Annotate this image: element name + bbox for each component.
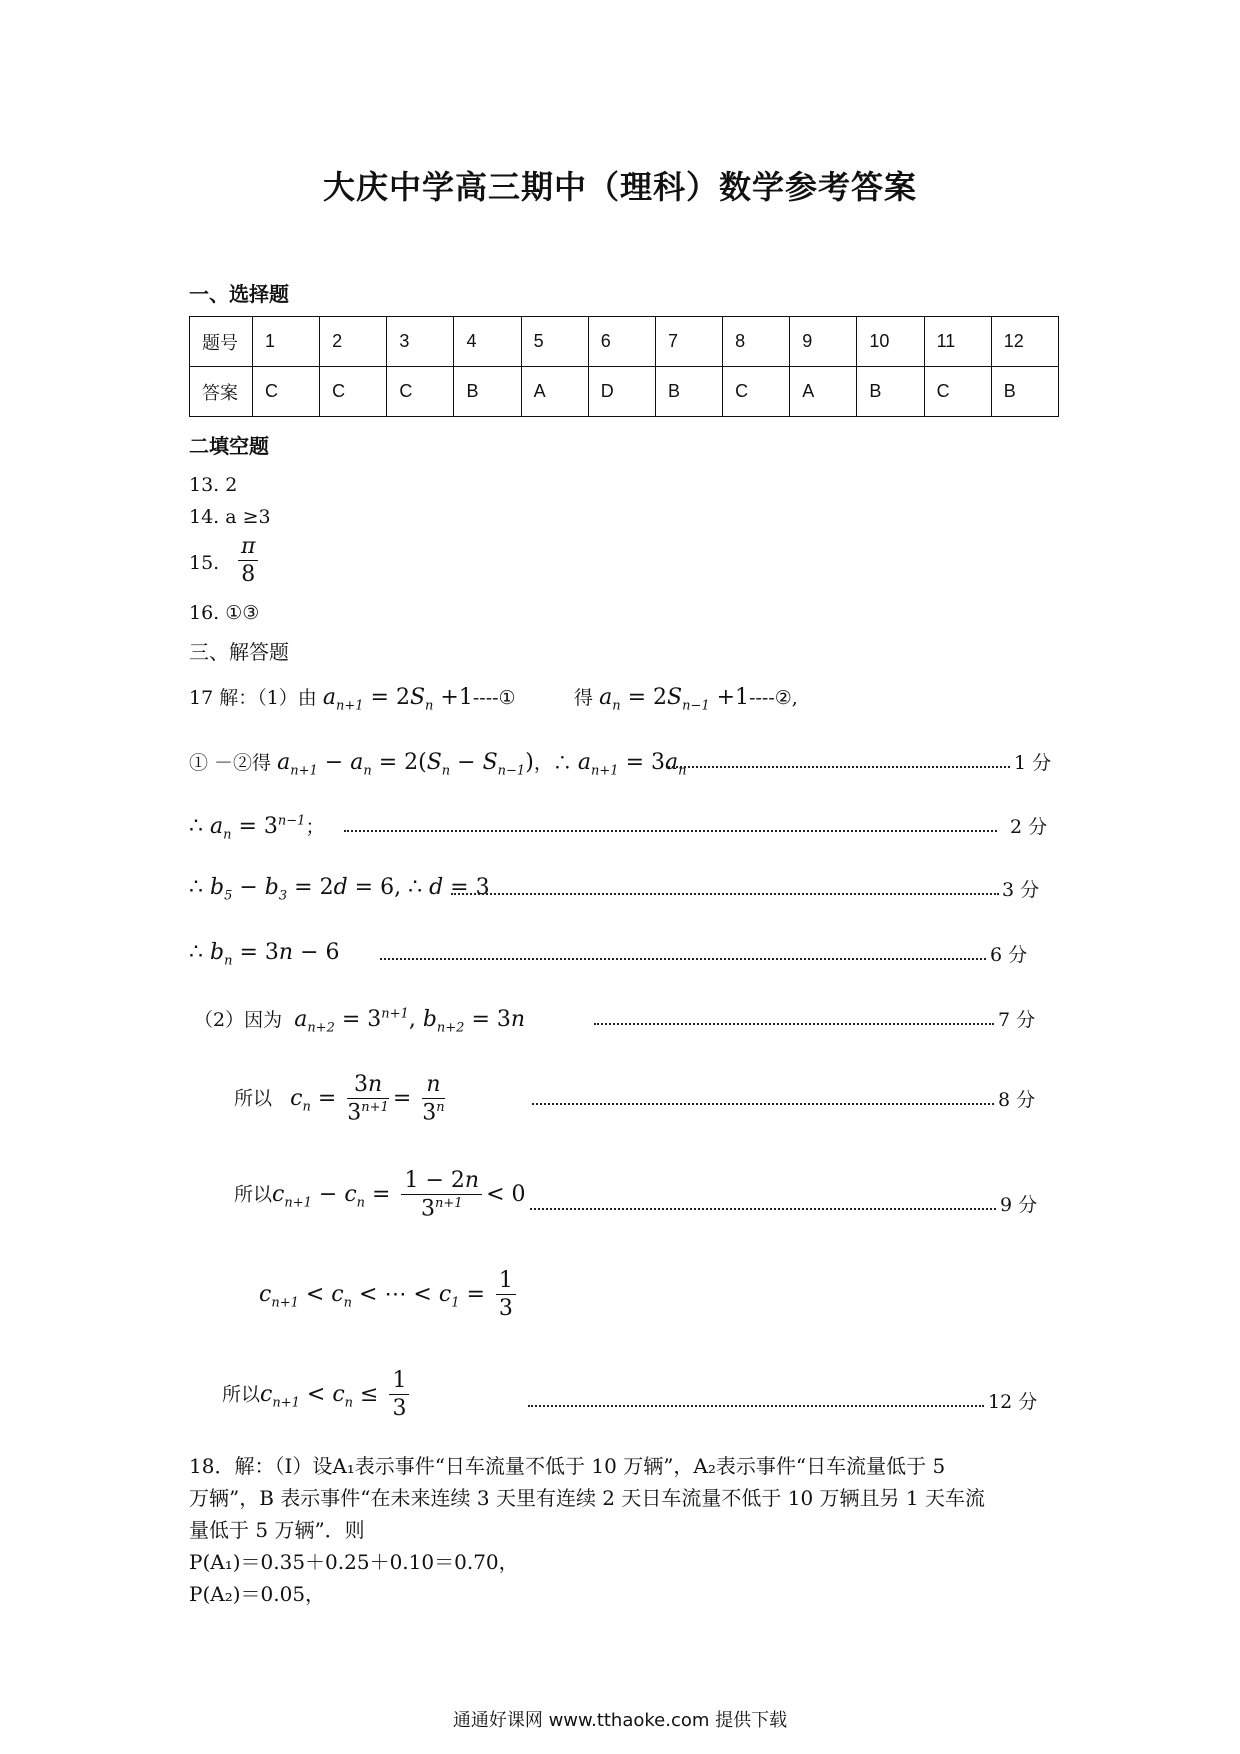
equation: $a_{n+1} - a_n = 2(S_n - S_{n-1})$: [277, 750, 534, 779]
equation: $a_{n+1} = 3a_n$: [577, 750, 687, 779]
q17-line-4: [189, 940, 340, 968]
table-cell: B: [991, 367, 1058, 417]
get-text: 得: [574, 687, 594, 709]
table-cell: C: [387, 367, 454, 417]
q17-line-chain: [259, 1268, 520, 1321]
table-cell: B: [857, 367, 924, 417]
table-cell: A: [790, 367, 857, 417]
table-cell: 2: [320, 317, 387, 367]
equation: $c_{n+1} < c_n$ < ⋯ < $c_1$ = $\frac{1}{3}$: [259, 1282, 520, 1307]
answer-13: 13. 2: [189, 474, 238, 496]
section-fill-heading: 二填空题: [189, 434, 269, 458]
table-cell: 12: [991, 317, 1058, 367]
table-cell: 4: [454, 317, 521, 367]
table-cell: C: [320, 367, 387, 417]
table-cell: C: [723, 367, 790, 417]
suoyi-text: 所以: [234, 1087, 273, 1110]
dotted-leader: [668, 766, 1010, 768]
q18-line-4: P(A₁)＝0.35＋0.25＋0.10＝0.70，: [189, 1550, 519, 1574]
score-label: 6 分: [990, 944, 1028, 966]
answer-15-fraction: [234, 534, 262, 587]
equation-tag: ----②,: [749, 687, 798, 709]
table-cell: 11: [924, 317, 991, 367]
q17-part-2: [194, 1005, 525, 1035]
therefore-symbol: ∴: [552, 752, 572, 774]
dotted-leader: [380, 958, 986, 960]
table-header-answer: 答案: [190, 367, 253, 417]
equation: ∴ $b_5 - b_3 = 2d = 6$, ∴ d = 3: [189, 875, 490, 904]
table-cell: 7: [655, 317, 722, 367]
dotted-leader: [594, 1023, 994, 1025]
score-label: 1 分: [1014, 752, 1052, 774]
score-label: 8 分: [998, 1089, 1036, 1111]
score-label: 3 分: [1002, 879, 1040, 901]
table-cell: 5: [521, 317, 588, 367]
q18-line-1: 18．解：（Ⅰ）设A₁表示事件“日车流量不低于 10 万辆”，A₂表示事件“日车流量低于 5: [189, 1454, 946, 1478]
table-cell: 10: [857, 317, 924, 367]
q17-intro: [189, 683, 516, 713]
equation-tag: ----①: [472, 687, 516, 709]
table-row: [190, 317, 1059, 367]
section-choice-heading: 一、选择题: [189, 282, 289, 306]
score-label: 12 分: [988, 1391, 1038, 1413]
q17-intro-text: 17 解：（1）由: [189, 687, 317, 709]
score-label: 2 分: [1010, 816, 1048, 838]
equation: $a_{n+1} = 2S_n +1$: [322, 685, 473, 714]
dotted-leader: [528, 1405, 984, 1407]
table-row: [190, 367, 1059, 417]
dotted-leader: [451, 893, 999, 895]
q18-line-2: 万辆”，B 表示事件“在未来连续 3 天里有连续 2 天日车流量不低于 10 万辆且另 1 天车流: [189, 1486, 985, 1510]
q18-line-3: 量低于 5 万辆”．则: [189, 1518, 365, 1542]
page-title: 大庆中学高三期中（理科）数学参考答案: [322, 168, 917, 206]
equation: $c_{n+1} - c_n$ = $\frac{1 - 2n}{3^{n+1}}$ < 0: [272, 1168, 526, 1222]
q17-eq2: [574, 683, 798, 713]
dotted-leader: [344, 830, 997, 832]
q17-line-1: ① －②得 $a_{n+1} - a_n = 2(S_n - S_{n-1})$，∴ $a_{n+1} = 3a_n$: [189, 750, 687, 779]
equation: $a_{n+2} = 3^{n+1}$, $b_{n+2} = 3n$: [294, 1006, 526, 1036]
q17-line-cn: [234, 1072, 449, 1125]
fraction-numerator: π: [238, 534, 258, 561]
score-label: 9 分: [1000, 1194, 1038, 1216]
table-cell: 9: [790, 317, 857, 367]
table-cell: B: [454, 367, 521, 417]
table-cell: 6: [588, 317, 655, 367]
answer-15-label: 15.: [189, 552, 220, 574]
q18-line-5: P(A₂)＝0.05，: [189, 1582, 326, 1606]
fraction-denominator: 8: [241, 562, 256, 587]
table-cell: C: [253, 367, 320, 417]
dotted-leader: [532, 1103, 994, 1105]
answer-16: 16. ①③: [189, 602, 260, 624]
dotted-leader: [530, 1208, 996, 1210]
q17-line-2: ∴ $a_n = 3^{n-1}$；: [189, 813, 325, 843]
table-cell: 8: [723, 317, 790, 367]
equation: $c_n$ = $\frac{3n}{3^{n+1}}$ = $\frac{n}{3^n}$: [290, 1072, 445, 1126]
table-cell: B: [655, 367, 722, 417]
answer-table: [189, 316, 1059, 417]
table-cell: D: [588, 367, 655, 417]
equation: $a_n = 2S_{n-1} +1$: [599, 685, 750, 714]
suoyi-text: 所以: [234, 1183, 273, 1206]
equation: ∴ $b_n = 3n - 6$: [189, 940, 340, 969]
part2-text: （2）因为: [194, 1009, 283, 1031]
score-label: 7 分: [998, 1009, 1036, 1031]
page-footer: 通通好课网 www.tthaoke.com 提供下载: [452, 1710, 788, 1731]
suoyi-text: 所以: [222, 1383, 261, 1406]
q17-line-3: [189, 875, 490, 903]
q17-line-diff: [234, 1168, 526, 1221]
table-cell: C: [924, 367, 991, 417]
table-cell: 3: [387, 317, 454, 367]
table-cell: 1: [253, 317, 320, 367]
table-cell: A: [521, 367, 588, 417]
table-header-number: 题号: [190, 317, 253, 367]
q17-line-final: [222, 1368, 413, 1421]
section-solution-heading: 三、解答题: [189, 640, 289, 664]
prefix-text: ① －②得: [189, 752, 272, 774]
equation: ∴ $a_n = 3^{n-1}$: [189, 813, 306, 843]
answer-14: 14. a ≥3: [189, 506, 271, 528]
equation: $c_{n+1} < c_n$ ≤ $\frac{1}{3}$: [260, 1382, 413, 1407]
